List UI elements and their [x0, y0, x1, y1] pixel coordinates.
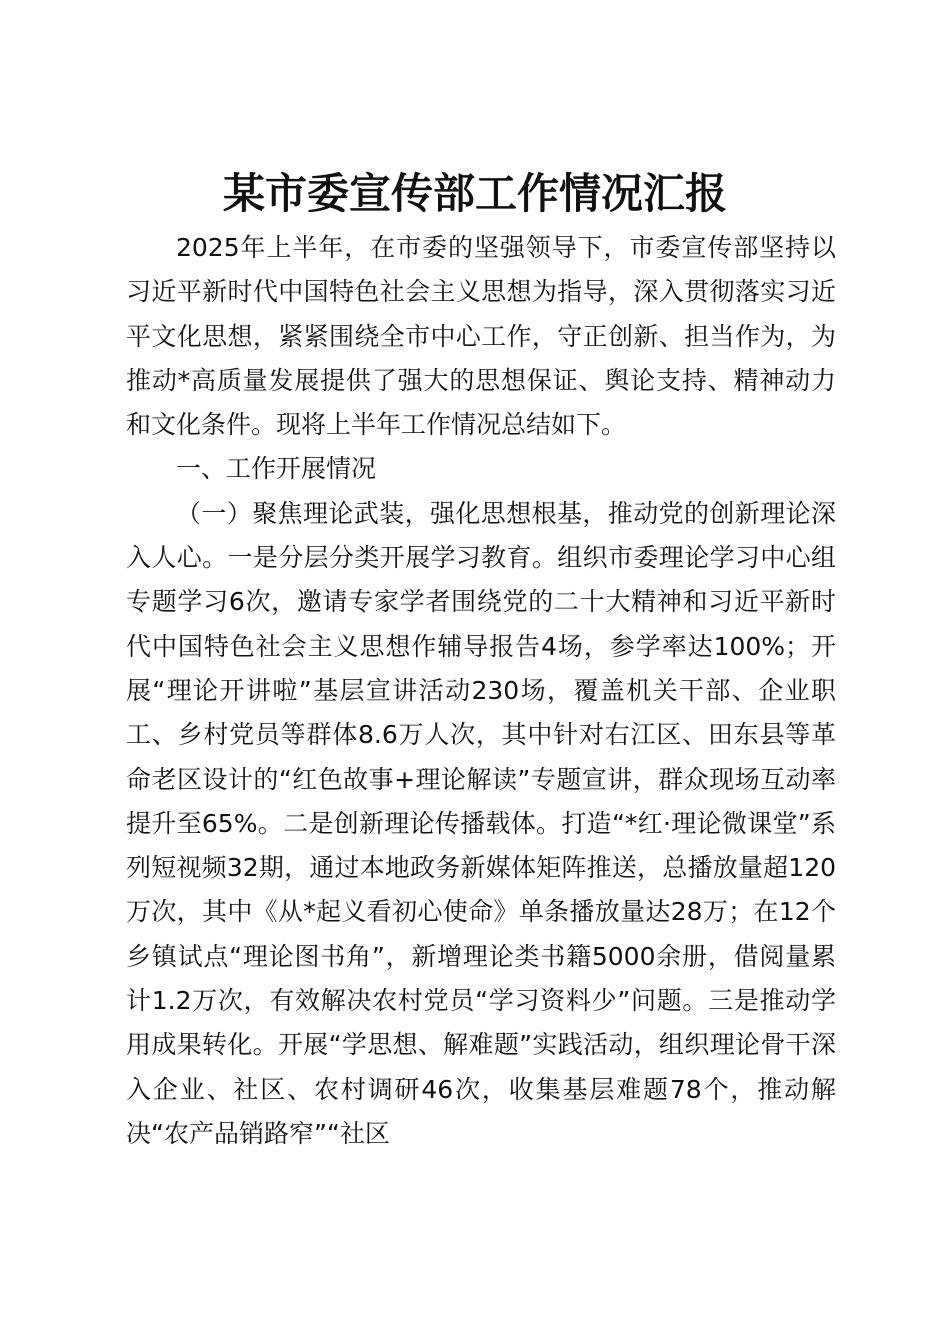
document-body [126, 226, 836, 1156]
section-heading: 一、工作开展情况 [176, 454, 377, 484]
intro-paragraph: 2025年上半年，在市委的坚强领导下，市委宣传部坚持以习近平新时代中国特色社会主义思想为指导，深入贯彻落实习近平文化思想，紧紧围绕全市中心工作，守正创新、担当作为，为推动*高质量发展提供了强大的思想保证、舆论支持、精神动力和文化条件。现将上半年工作情况总结如下。 [126, 233, 836, 440]
body-paragraph: （一）聚焦理论武装，强化思想根基，推动党的创新理论深入人心。一是分层分类开展学习教育。组织市委理论学习中心组专题学习6次，邀请专家学者围绕党的二十大精神和习近平新时代中国特色社会主义思想作辅导报告4场，参学率达100%；开展“理论开讲啦”基层宣讲活动230场，覆盖机关干部、企业职工、乡村党员等群体8.6万人次，其中针对右江区、田东县等革命老区设计的“红色故事+理论解读”专题宣讲，群众现场互动率提升至65%。二是创新理论传播载体。打造“*红·理论微课堂”系列短视频32期，通过本地政务新媒体矩阵推送，总播放量超120万次，其中《从*起义看初心使命》单条播放量达28万；在12个乡镇试点“理论图书角”，新增理论类书籍5000余册，借阅量累计1.2万次，有效解决农村党员“学习资料少”问题。三是推动学用成果转化。开展“学思想、解难题”实践活动，组织理论骨干深入企业、社区、农村调研46次，收集基层难题78个，推动解决“农产品销路窄”“社区 [126, 498, 836, 1148]
document-title: 某市委宣传部工作情况汇报 [222, 169, 727, 218]
